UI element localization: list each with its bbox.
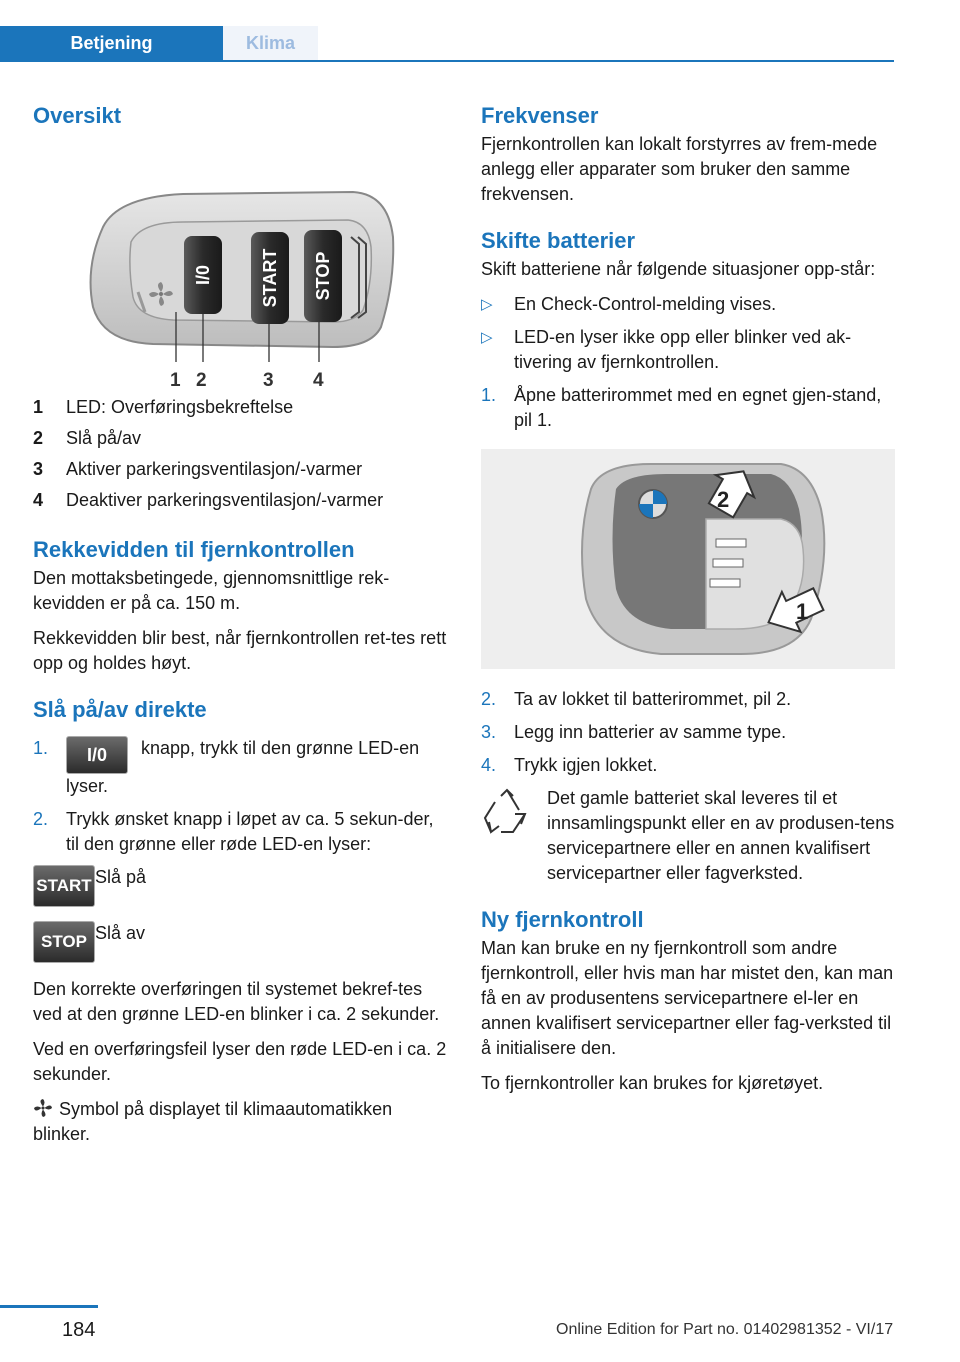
heading-range: Rekkevidden til fjernkontrollen [33,537,355,562]
new-remote-paragraph-2: To fjernkontroller kan brukes for kjøretøyet. [481,1073,824,1093]
remote-key-figure [33,132,448,392]
stop-row [33,921,448,963]
list-item: 2. Ta av lokket til batterirommet, pil 2. [481,689,792,709]
triangle-bullet-icon: ▷ [481,329,493,346]
tab-betjening[interactable]: Betjening [0,26,223,60]
page-number: 184 [62,1319,96,1341]
recycle-icon [481,786,547,886]
left-column [33,100,448,1147]
figure-button-io: I/0 [193,264,213,286]
callout-4: 4 [313,370,324,391]
list-item: ▷ LED-en lyser ikke opp eller blinker ved ak-tivering av fjernkontrollen. [481,325,895,375]
edition-text: Online Edition for Part no. 01402981352 - VI/17 [556,1321,894,1338]
arrow-label-2: 2 [717,487,730,512]
error-paragraph: Ved en overføringsfeil lyser den røde LED-en i ca. 2 sekunder. [33,1039,447,1084]
header-tabs [0,26,894,62]
legend-item: 4 Deaktiver parkeringsventilasjon/-varmer [33,490,384,510]
heading-new-remote: Ny fjernkontroll [481,907,644,932]
range-paragraph-2: Rekkevidden blir best, når fjernkontrollen ret-tes rett opp og holdes høyt. [33,628,447,673]
legend-item: 1 LED: Overføringsbekreftelse [33,397,294,417]
battery-steps [481,687,895,778]
footer-rule [0,1305,98,1308]
list-item: ▷ En Check-Control-melding vises. [481,292,895,317]
page-footer [0,1305,960,1362]
symbol-paragraph: Symbol på displayet til klimaautomatikken blinker. [33,1099,393,1144]
recycle-note [481,786,895,886]
recycle-paragraph: Det gamle batteriet skal leveres til et innsamlingspunkt eller en av produsen-tens servicepartnere eller en annen kvalifisert servicepartner eller fagverksted. [547,788,895,883]
confirm-paragraph: Den korrekte overføringen til systemet bekref-tes ved at den grønne LED-en blinker i ca. 2 sekunder. [33,979,440,1024]
start-label: Slå på [95,867,147,887]
new-remote-paragraph-1: Man kan bruke en ny fjernkontroll som andre fjernkontroll, eller hvis man har mistet den, kan man få en av produsentens servicepartnere el-ler en annen kvalifisert servicepartner eller fag-verksted til å initialisere den. [481,938,894,1058]
tab-klima[interactable]: Klima [223,26,318,60]
battery-conditions [481,292,895,433]
triangle-bullet-icon: ▷ [481,296,493,313]
battery-figure [481,449,895,669]
callout-1: 1 [170,370,181,391]
arrow-label-1: 1 [796,599,809,624]
range-paragraph-1: Den mottaksbetingede, gjennomsnittlige rek-kevidden er på ca. 150 m. [33,568,390,613]
figure-legend [33,392,448,516]
list-item: 3. Legg inn batterier av samme type. [481,722,787,742]
battery-paragraph: Skift batteriene når følgende situasjoner opp-står: [481,259,876,279]
legend-item: 3 Aktiver parkeringsventilasjon/-varmer [33,459,363,479]
start-row [33,865,448,907]
heading-direct: Slå på/av direkte [33,697,207,722]
header-rule [0,60,894,62]
direct-steps [33,736,448,857]
stop-label: Slå av [95,923,146,943]
freq-paragraph: Fjernkontrollen kan lokalt forstyrres av frem-mede anlegg eller apparater som bruker den samme frekvensen. [481,134,878,204]
list-item: 1. I/0 knapp, trykk til den grønne LED-en lyser. [33,738,420,796]
remote-key-illustration [33,132,448,392]
heading-frequencies: Frekvenser [481,103,599,128]
list-item: 1. Åpne batterirommet med en egnet gjen-stand, pil 1. [481,385,882,430]
stop-button-image: STOP [33,921,95,963]
battery-cover-illustration [481,449,895,669]
list-item: 2. Trykk ønsket knapp i løpet av ca. 5 sekun-der, til den grønne eller røde LED-en lyser: [33,809,434,854]
callout-2: 2 [196,370,207,391]
right-column [481,100,895,1096]
figure-button-stop: STOP [313,251,333,301]
io-button-image: I/0 [66,736,128,774]
heading-oversikt: Oversikt [33,103,122,128]
heading-battery: Skifte batterier [481,228,636,253]
legend-item: 2 Slå på/av [33,428,142,448]
callout-3: 3 [263,370,274,391]
start-button-image: START [33,865,95,907]
figure-button-start: START [260,248,280,308]
fan-icon [33,1099,53,1117]
list-item: 4. Trykk igjen lokket. [481,755,658,775]
